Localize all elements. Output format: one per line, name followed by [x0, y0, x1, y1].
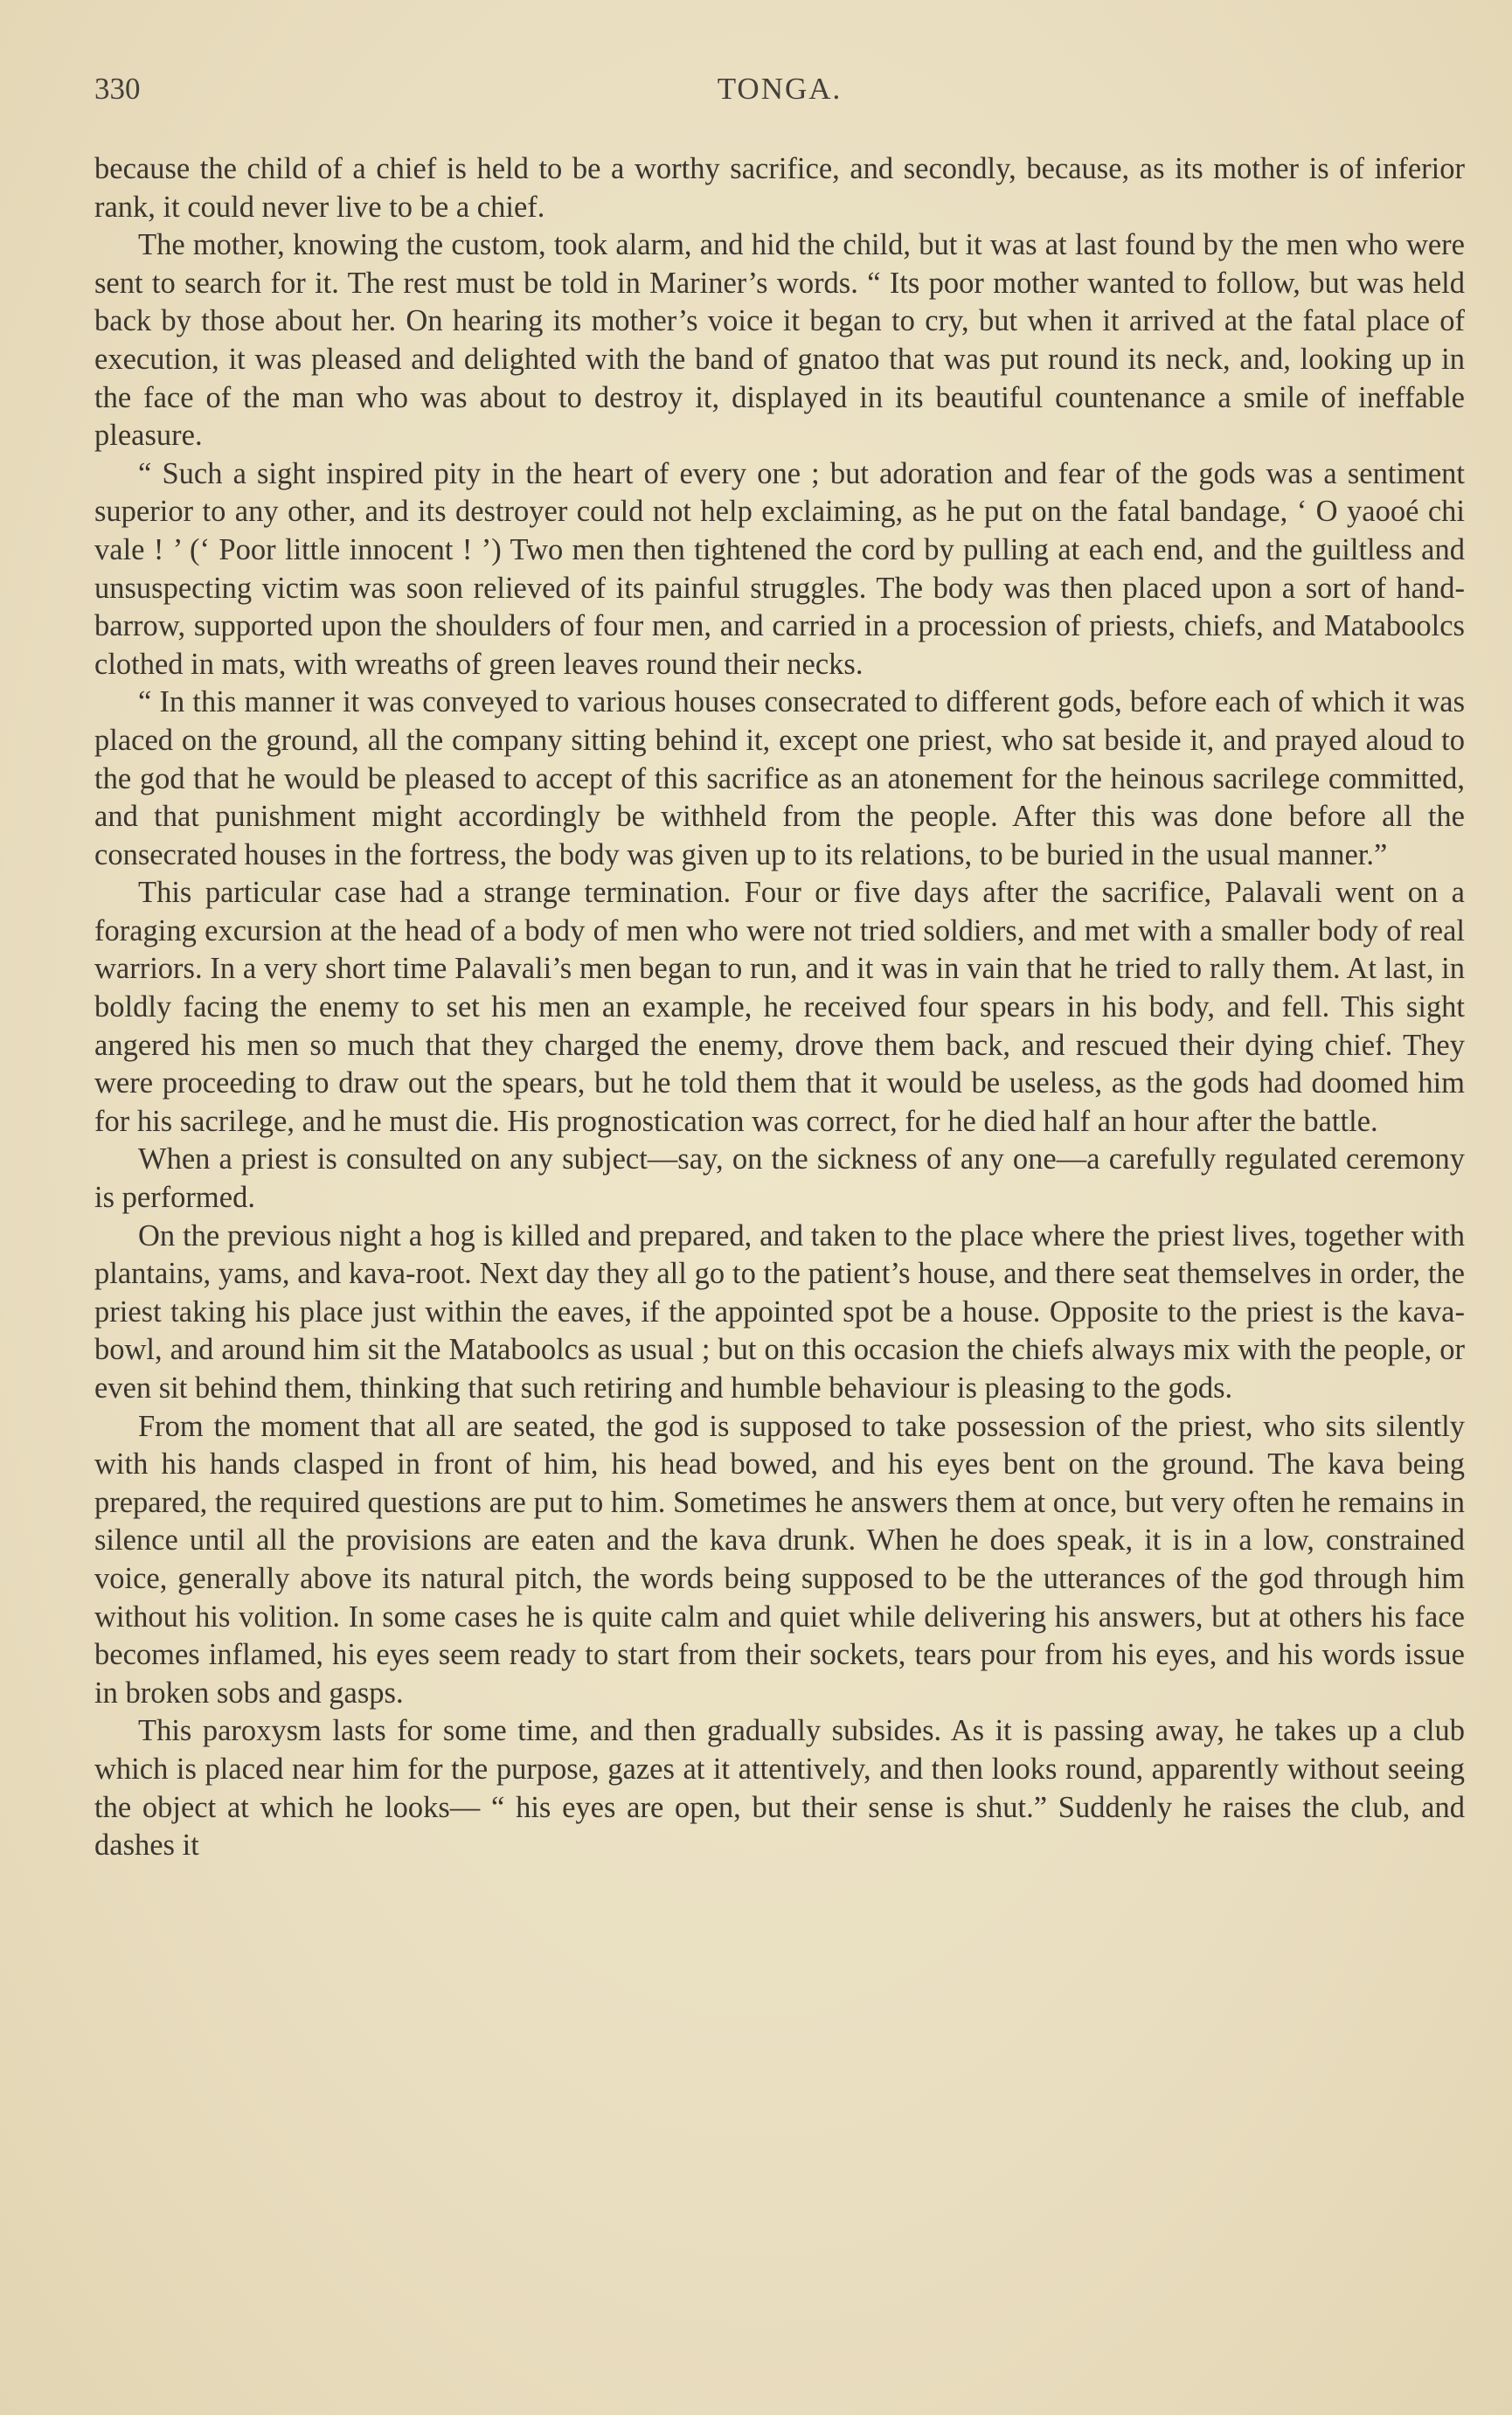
running-title: TONGA.: [717, 72, 843, 106]
paragraph: “ Such a sight inspired pity in the heart of every one ; but adoration and fear of the gods was a sentiment superior to any other, and its destroyer could not help exclaiming, as he put on the fatal bandage, ‘ O yaooé chi vale ! ’ (‘ Poor little innocent ! ’) Two men then tightened the cord by pulling at each end, and the guiltless and unsuspecting victim was soon relieved of its painful struggles. The body was then placed upon a sort of hand-barrow, supported upon the shoulders of four men, and carried in a procession of priests, chiefs, and Mataboolcs clothed in mats, with wreaths of green leaves round their necks.: [94, 456, 1465, 681]
paragraph: This particular case had a strange termination. Four or five days after the sacrifice, Palavali went on a foraging excursion at the head of a body of men who were not tried soldiers, and met with a smaller body of real warriors. In a very short time Palavali’s men began to run, and it was in vain that he tried to rally them. At last, in boldly facing the enemy to set his men an example, he received four spears in his body, and fell. This sight angered his men so much that they charged the enemy, drove them back, and rescued their dying chief. They were proceeding to draw out the spears, but he told them that it would be useless, as the gods had doomed him for his sacrilege, and he must die. His prognostication was correct, for he died half an hour after the battle.: [94, 876, 1465, 1138]
page-number: 330: [94, 72, 141, 106]
page-header: [94, 72, 1465, 115]
paragraph: The mother, knowing the custom, took alarm, and hid the child, but it was at last found by the men who were sent to search for it. The rest must be told in Mariner’s words. “ Its poor mother wanted to follow, but was held back by those about her. On hearing its mother’s voice it began to cry, but when it arrived at the fatal place of execution, it was pleased and delighted with the band of gnatoo that was put round its neck, and, looking up in the face of the man who was about to destroy it, displayed in its beautiful countenance a smile of ineffable pleasure.: [94, 228, 1465, 453]
paragraph: because the child of a chief is held to be a worthy sacrifice, and secondly, because, as its mother is of inferior rank, it could never live to be a chief.: [94, 152, 1465, 224]
paragraph: From the moment that all are seated, the god is supposed to take possession of the priest, who sits silently with his hands clasped in front of him, his head bowed, and his eyes bent on the ground. The kava being prepared, the required questions are put to him. Sometimes he answers them at once, but very often he remains in silence until all the provisions are eaten and the kava drunk. When he does speak, it is in a low, constrained voice, generally above its natural pitch, the words being supposed to be the utterances of the god through him without his volition. In some cases he is quite calm and quiet while delivering his answers, but at others his face becomes inflamed, his eyes seem ready to start from their sockets, tears pour from his eyes, and his words issue in broken sobs and gasps.: [94, 1409, 1465, 1710]
paragraph: On the previous night a hog is killed and prepared, and taken to the place where the priest lives, together with plantains, yams, and kava-root. Next day they all go to the patient’s house, and there seat themselves in order, the priest taking his place just within the eaves, if the appointed spot be a house. Opposite to the priest is the kava-bowl, and around him sit the Mataboolcs as usual ; but on this occasion the chiefs always mix with the people, or even sit behind them, thinking that such retiring and humble behaviour is pleasing to the gods.: [94, 1218, 1465, 1405]
paragraph: When a priest is consulted on any subject—say, on the sickness of any one—a carefully regulated ceremony is performed.: [94, 1142, 1465, 1215]
paragraph: “ In this manner it was conveyed to various houses consecrated to different gods, before each of which it was placed on the ground, all the company sitting behind it, except one priest, who sat beside it, and prayed aloud to the god that he would be pleased to accept of this sacrifice as an atonement for the heinous sacrilege committed, and that punishment might accordingly be withheld from the people. After this was done before all the consecrated houses in the fortress, the body was given up to its relations, to be buried in the usual manner.”: [94, 685, 1465, 871]
body-text: [94, 150, 1465, 1865]
paragraph: This paroxysm lasts for some time, and then gradually subsides. As it is passing away, he takes up a club which is placed near him for the purpose, gazes at it attentively, and then looks round, apparently without seeing the object at which he looks— “ his eyes are open, but their sense is shut.” Suddenly he raises the club, and dashes it: [94, 1714, 1465, 1863]
